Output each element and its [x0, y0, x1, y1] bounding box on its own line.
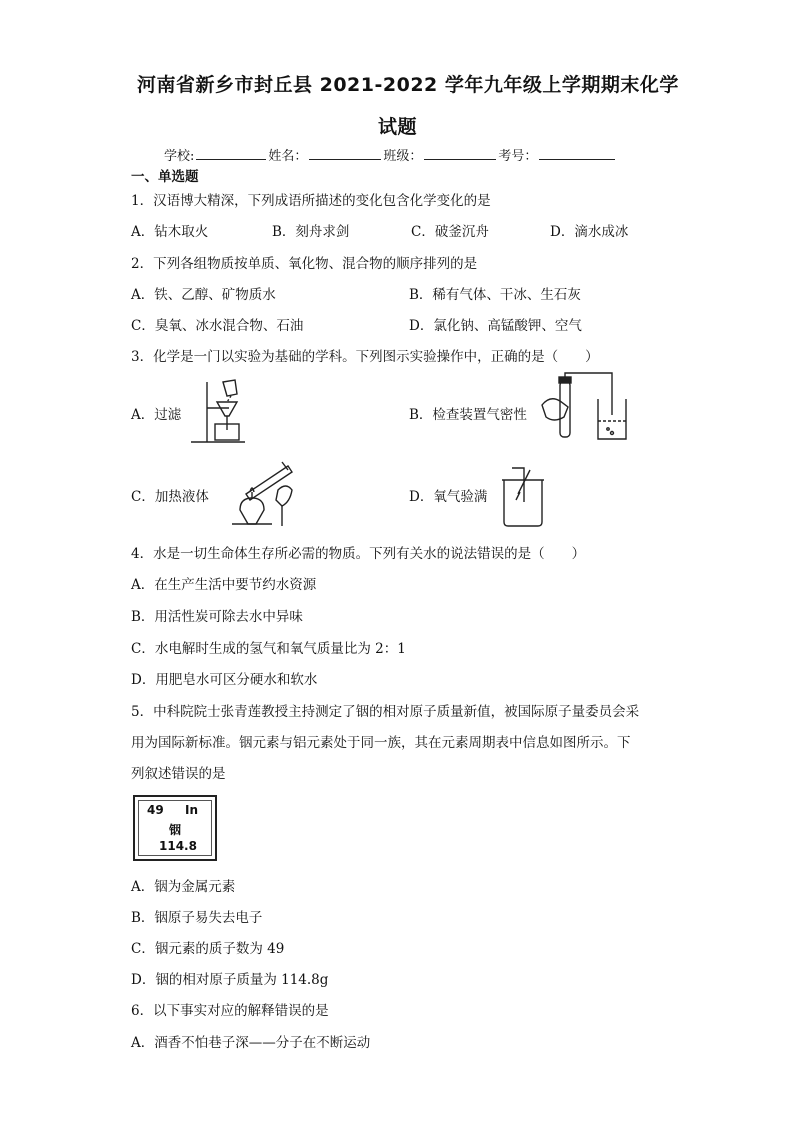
q5-stem-line3: 列叙述错误的是: [131, 766, 226, 782]
element-atomic-mass: 114.8: [159, 839, 197, 853]
q5-option-d[interactable]: D．铟的相对原子质量为 114.8g: [131, 972, 329, 988]
q3-stem: 3．化学是一门以实验为基础的学科。下列图示实验操作中，正确的是（ ）: [131, 349, 599, 365]
page-title-line2: 试题: [378, 116, 418, 138]
q4-stem: 4．水是一切生命体生存所必需的物质。下列有关水的说法错误的是（ ）: [131, 546, 586, 562]
section-heading: 一、单选题: [131, 169, 199, 185]
airtightness-check-icon: [540, 375, 630, 445]
q6-stem: 6．以下事实对应的解释错误的是: [131, 1003, 329, 1019]
element-card-indium: [133, 795, 217, 861]
q3-option-b[interactable]: B．检查装置气密性: [409, 407, 527, 423]
class-blank[interactable]: [424, 145, 496, 160]
element-symbol: In: [185, 803, 199, 817]
q2-option-d[interactable]: D．氯化钠、高锰酸钾、空气: [409, 318, 582, 334]
q3-option-c[interactable]: C．加热液体: [131, 489, 209, 505]
q4-option-b[interactable]: B．用活性炭可除去水中异味: [131, 609, 303, 625]
q5-option-c[interactable]: C．铟元素的质子数为 49: [131, 941, 285, 957]
q3-option-d[interactable]: D．氧气验满: [409, 489, 488, 505]
school-blank[interactable]: [196, 145, 266, 160]
q5-option-a[interactable]: A．铟为金属元素: [131, 879, 236, 895]
q3-option-a[interactable]: A．过滤: [131, 407, 182, 423]
name-blank[interactable]: [309, 145, 381, 160]
q1-option-b[interactable]: B．刻舟求剑: [272, 224, 350, 240]
q5-stem-line2: 用为国际新标准。铟元素与铝元素处于同一族，其在元素周期表中信息如图所示。下: [131, 735, 631, 751]
oxygen-check-icon: [494, 462, 550, 528]
q1-option-c[interactable]: C．破釜沉舟: [411, 224, 489, 240]
q5-option-b[interactable]: B．铟原子易失去电子: [131, 910, 263, 926]
q4-option-a[interactable]: A．在生产生活中要节约水资源: [131, 577, 317, 593]
page-title: 河南省新乡市封丘县 2021-2022 学年九年级上学期期末化学: [137, 74, 679, 96]
q6-option-a[interactable]: A．酒香不怕巷子深——分子在不断运动: [131, 1035, 371, 1051]
heating-liquid-icon: [226, 460, 306, 532]
filtration-apparatus-icon: [187, 378, 249, 448]
q2-stem: 2．下列各组物质按单质、氧化物、混合物的顺序排列的是: [131, 256, 478, 272]
exam-no-blank[interactable]: [539, 145, 615, 160]
class-label: 班级：: [383, 149, 423, 164]
q1-option-d[interactable]: D．滴水成冰: [550, 224, 629, 240]
name-label: 姓名：: [268, 149, 308, 164]
q2-option-c[interactable]: C．臭氧、冰水混合物、石油: [131, 318, 304, 334]
element-name: 铟: [169, 823, 182, 837]
q4-option-d[interactable]: D．用肥皂水可区分硬水和软水: [131, 672, 318, 688]
exam-no-label: 考号：: [498, 149, 538, 164]
q1-stem: 1．汉语博大精深，下列成语所描述的变化包含化学变化的是: [131, 193, 491, 209]
q2-option-a[interactable]: A．铁、乙醇、矿物质水: [131, 287, 276, 303]
element-atomic-number: 49: [147, 803, 164, 817]
q1-option-a[interactable]: A．钻木取火: [131, 224, 209, 240]
student-info-row: [164, 145, 617, 164]
school-label: 学校:: [164, 149, 195, 164]
q4-option-c[interactable]: C．水电解时生成的氢气和氧气质量比为 2：1: [131, 641, 406, 657]
q2-option-b[interactable]: B．稀有气体、干冰、生石灰: [409, 287, 581, 303]
q5-stem-line1: 5．中科院院士张青莲教授主持测定了铟的相对原子质量新值，被国际原子量委员会采: [131, 704, 640, 720]
